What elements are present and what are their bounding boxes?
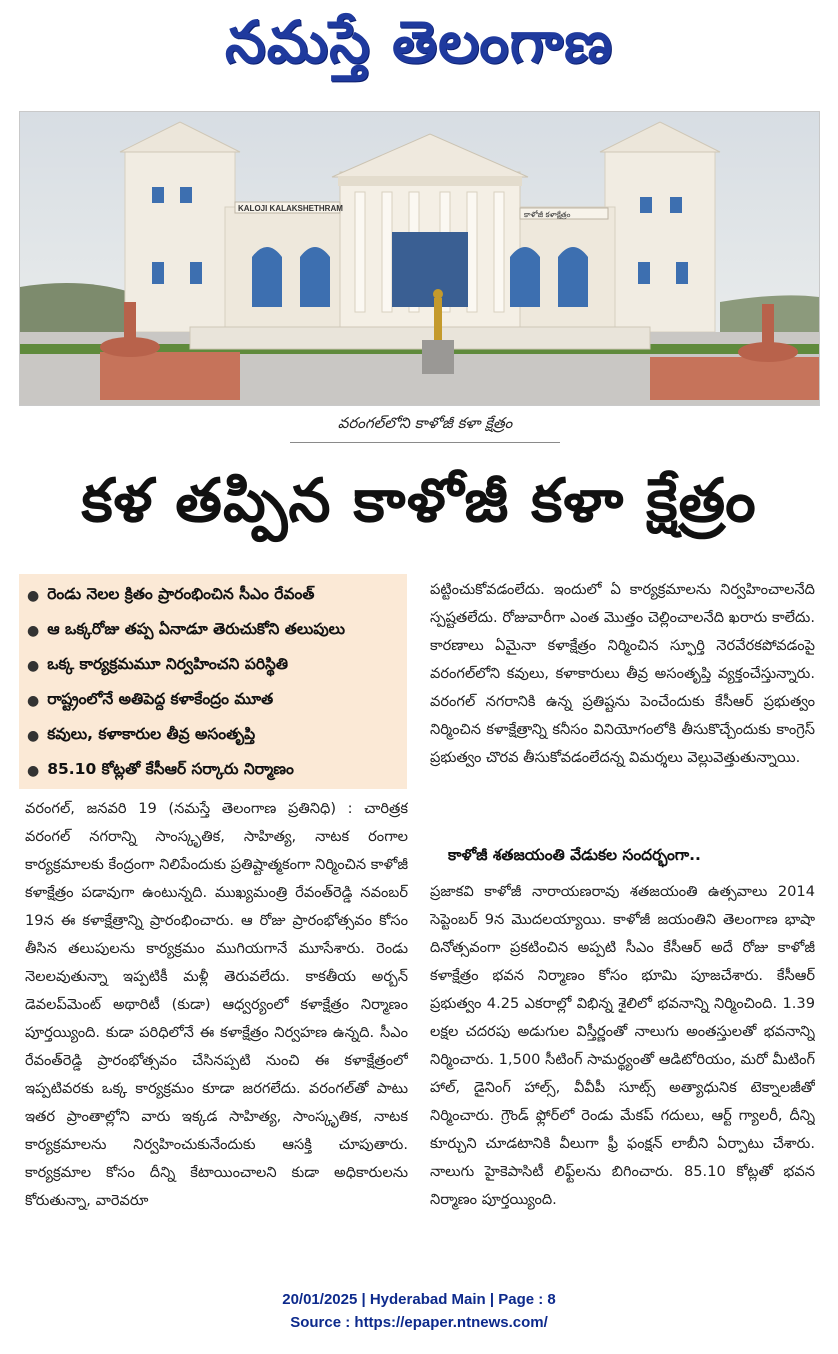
- body-column-right-top: పట్టించుకోవడంలేదు. ఇందులో ఏ కార్యక్రమాలను నిర్వహించాలనేది స్పష్టతలేదు. రోజువారీగా ఎంత మొత్తం చెల్లించాలనేది ఖరారు కాలేదు. కారణాలు ఏమైనా కళాక్షేత్రం నిర్మించిన స్ఫూర్తి నెరవేరకపోవడంపై వరంగల్‌లోని కవులు, కళాకారులు తీవ్ర అసంతృప్తి వ్యక్తంచేస్తున్నారు. వరంగల్ నగరానికి ఉన్న ప్రతిష్టను పెంచేందుకు కేసీఆర్ ప్రభుత్వం నిర్మించిన కళాక్షేత్రాన్ని కనీసం వినియోగంలోకి తీసుకొచ్చేందుకు కాంగ్రెస్ ప్రభుత్వం చొరవ తీసుకోవడంలేదన్న విమర్శలు వెల్లువెత్తుతున్నాయి.: [430, 581, 815, 766]
- highlight-item: ● కవులు, కళాకారుల తీవ్ర అసంతృప్తి: [27, 724, 256, 744]
- signboard-left: KALOJI KALAKSHETHRAM: [238, 204, 343, 213]
- highlight-item: ● 85.10 కోట్లతో కేసీఆర్ సర్కారు నిర్మాణం: [27, 759, 294, 779]
- headline: కళ తప్పిన కాళోజీ కళా క్షేత్రం: [81, 466, 757, 536]
- subheading: కాళోజీ శతజయంతి వేడుకల సందర్భంగా..: [448, 846, 701, 864]
- photo-caption: వరంగల్‌లోని కాళోజీ కళా క్షేత్రం: [290, 408, 560, 443]
- edition-info: 20/01/2025 | Hyderabad Main | Page : 8: [282, 1291, 556, 1308]
- signboard-right: కాళోజీ కళాక్షేత్రం: [524, 210, 571, 219]
- highlight-item: ● ఆ ఒక్కరోజు తప్ప ఏనాడూ తెరుచుకోని తలుపులు: [27, 619, 346, 639]
- highlight-item: ● ఒక్క కార్యక్రమమూ నిర్వహించని పరిస్థితి: [27, 654, 289, 674]
- source-link[interactable]: Source : https://epaper.ntnews.com/: [290, 1314, 548, 1331]
- body-column-right-bottom: ప్రజాకవి కాళోజీ నారాయణరావు శతజయంతి ఉత్సవాలు 2014 సెప్టెంబర్ 9న మొదలయ్యాయి. కాళోజీ జయంతిని తెలంగాణ భాషా దినోత్సవంగా ప్రకటించిన అప్పటి సీఎం కేసీఆర్ అదే రోజు కాళోజీ కళాక్షేత్రం భవన నిర్మాణం కోసం భూమి పూజచేశారు. కేసీఆర్ ప్రభుత్వం 4.25 ఎకరాల్లో విభిన్న శైలిలో భవనాన్ని నిర్మించింది. 1.39 లక్షల చదరపు అడుగుల విస్తీర్ణంతో నాలుగు అంతస్తులతో భవనాన్ని నిర్మించారు. 1,500 సీటింగ్ సామర్థ్యంతో ఆడిటోరియం, మరో మీటింగ్ హాల్, డైనింగ్ హాల్స్, వీవీపీ సూట్స్ అత్యాధునిక టెక్నాలజీతో నిర్మించారు. గ్రౌండ్ ఫ్లోర్‌లో రెండు మేకప్ గదులు, ఆర్ట్ గ్యాలరీ, దీన్ని కూర్చుని చూడటానికి వీలుగా ఫ్రీ ఫంక్షన్ లాబీని ఏర్పాటు చేశారు. నాలుగు హైకెపాసిటీ లిఫ్ట్‌లను బిగించారు. 85.10 కోట్లతో భవన నిర్మాణం పూర్తయ్యింది.: [430, 883, 815, 1208]
- highlight-item: ● రెండు నెలల క్రితం ప్రారంభించిన సీఎం రేవంత్: [27, 584, 315, 604]
- newspaper-title: నమస్తే తెలంగాణ: [225, 7, 613, 76]
- bullet-icon: ●: [27, 587, 40, 604]
- masthead: [0, 8, 838, 90]
- footer: [0, 1288, 838, 1338]
- bullet-icon: ●: [27, 762, 40, 779]
- highlights-box: [19, 574, 407, 789]
- bullet-icon: ●: [27, 727, 40, 744]
- bullet-icon: ●: [27, 657, 40, 674]
- highlight-item: ● రాష్ట్రంలోనే అతిపెద్ద కళాకేంద్రం మూత: [27, 689, 274, 709]
- bullet-icon: ●: [27, 692, 40, 709]
- bullet-icon: ●: [27, 622, 40, 639]
- body-column-left: వరంగల్, జనవరి 19 (నమస్తే తెలంగాణ ప్రతినిధి) : చారిత్రక వరంగల్ నగరాన్ని సాంస్కృతిక, సాహిత్య, నాటక రంగాల కార్యక్రమాలకు కేంద్రంగా నిలిపేందుకు ప్రతిష్టాత్మకంగా నిర్మించిన కాళోజీ కళాక్షేత్రం పడావుగా ఉంటున్నది. ముఖ్యమంత్రి రేవంత్‌రెడ్డి నవంబర్ 19న ఈ కళాక్షేత్రాన్ని ప్రారంభించారు. ఆ రోజు ప్రారంభోత్సవం కోసం తీసిన తలుపులను కార్యక్రమం ముగియగానే మూసేశారు. రెండు నెలలవుతున్నా ఇప్పటికీ మళ్లీ తెరువలేదు. కాకతీయ అర్బన్ డెవలప్‌మెంట్ అథారిటీ (కుడా) ఆధ్వర్యంలో కళాక్షేత్రం నిర్మాణం పూర్తయ్యింది. కుడా పరిధిలోనే ఈ కళాక్షేత్రం నిర్వహణ ఉన్నది. సీఎం రేవంత్‌రెడ్డి ప్రారంభోత్సవం చేసినప్పటి నుంచి ఈ కళాక్షేత్రంలో ఇప్పటివరకు ఒక్క కార్యక్రమం కూడా జరగలేదు. వరంగల్‌తో పాటు ఇతర ప్రాంతాల్లోని వారు ఇక్కడ సాహిత్య, సాంస్కృతిక, నాటక కార్యక్రమాలను నిర్వహించుకునేందుకు ఆసక్తి చూపుతారు. కార్యక్రమాల కోసం దీన్ని కేటాయించాలని కుడా అధికారులను కోరుతున్నా, వారెవరూ: [25, 800, 408, 1209]
- article-photo: [19, 111, 820, 406]
